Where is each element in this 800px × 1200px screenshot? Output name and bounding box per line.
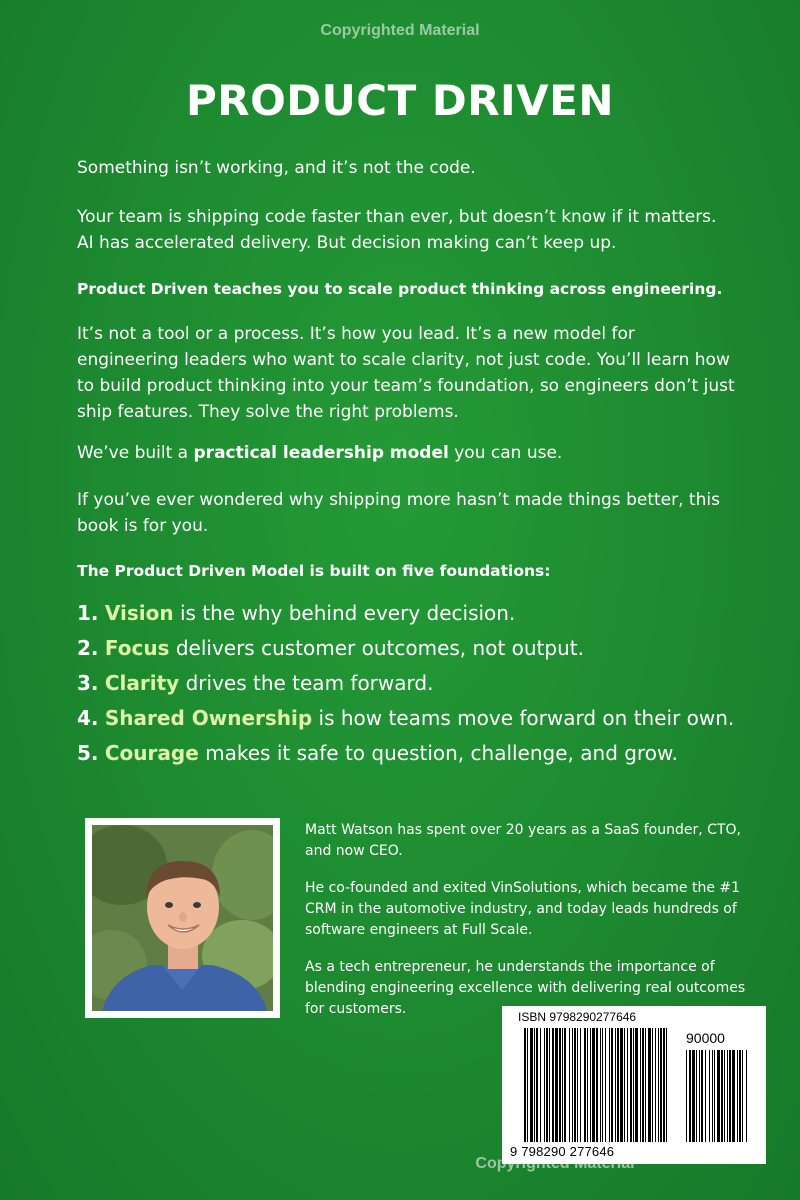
- barcode-bar: [633, 1028, 634, 1142]
- barcode-digits: 9 798290 277646: [510, 1144, 615, 1159]
- barcode-bar: [587, 1028, 588, 1142]
- book-title: PRODUCT DRIVEN: [185, 76, 615, 125]
- barcode-bar: [721, 1050, 723, 1142]
- barcode-bar: [658, 1028, 659, 1142]
- barcode-bar: [555, 1028, 558, 1142]
- foundation-number: 3.: [77, 671, 99, 695]
- barcode-bar: [620, 1028, 623, 1142]
- barcode-bar: [564, 1028, 566, 1142]
- barcode-bar: [572, 1028, 573, 1142]
- barcode-bar: [645, 1028, 646, 1142]
- barcode-bar: [600, 1028, 601, 1142]
- foundation-number: 2.: [77, 636, 99, 660]
- barcode-bar: [630, 1028, 632, 1142]
- barcode-bar: [596, 1028, 598, 1142]
- intro-bold-statement: Product Driven teaches you to scale product thinking across engineering.: [77, 280, 723, 298]
- foundation-item-vision: [77, 596, 777, 631]
- author-bio-2: He co-founded and exited VinSolutions, which became the #1 CRM in the automotive industry, and today leads hundreds of software engineers at Full Scale.: [305, 880, 741, 938]
- barcode-bars: [502, 1006, 766, 1164]
- barcode-bar: [655, 1028, 656, 1142]
- barcode-bar: [666, 1028, 667, 1142]
- barcode-bar: [617, 1028, 619, 1142]
- barcode-bar: [546, 1028, 548, 1142]
- barcode-bar: [737, 1050, 738, 1142]
- barcode-bar: [709, 1050, 710, 1142]
- barcode-bar: [584, 1028, 586, 1142]
- barcode-bar: [569, 1028, 570, 1142]
- foundation-description: is how teams move forward on their own.: [312, 706, 735, 730]
- barcode-bar: [732, 1050, 735, 1142]
- barcode-bar: [652, 1028, 653, 1142]
- isbn-label: ISBN 9798290277646: [518, 1010, 637, 1024]
- barcode-bar: [549, 1028, 550, 1142]
- barcode-bar: [615, 1028, 616, 1142]
- barcode-bar: [580, 1028, 581, 1142]
- barcode-bar: [660, 1028, 662, 1142]
- barcode-bar: [648, 1028, 651, 1142]
- foundation-description: is the why behind every decision.: [173, 601, 516, 625]
- barcode-bar: [746, 1050, 747, 1142]
- barcode-bar: [692, 1050, 695, 1142]
- barcode-bar: [534, 1028, 535, 1142]
- barcode-bar: [742, 1050, 743, 1142]
- foundation-keyword: Courage: [104, 741, 199, 765]
- barcode-bar: [602, 1028, 603, 1142]
- barcode-bar: [592, 1028, 595, 1142]
- barcode-bar: [663, 1028, 665, 1142]
- barcode-bar: [729, 1050, 731, 1142]
- foundation-keyword: Clarity: [104, 671, 180, 695]
- model-sentence-after: you can use.: [448, 443, 563, 463]
- author-photo-frame: [85, 818, 280, 1018]
- barcode-bar: [689, 1050, 691, 1142]
- barcode-bar: [686, 1050, 687, 1142]
- intro-paragraph-4: It’s not a tool or a process. It’s how you lead. It’s a new model for engineering leaders who want to scale clarity, not just code. You’ll learn how to build product thinking into your team’s foundation, so engineers don’t just ship features. They solve the right problems.: [77, 324, 735, 422]
- barcode-bar: [627, 1028, 628, 1142]
- foundation-description: delivers customer outcomes, not output.: [169, 636, 584, 660]
- barcode-bar: [559, 1028, 561, 1142]
- barcode-bar: [699, 1050, 700, 1142]
- foundation-keyword: Shared Ownership: [104, 706, 313, 730]
- barcode-bar: [739, 1050, 741, 1142]
- barcode-bar: [714, 1050, 715, 1142]
- foundations-heading: The Product Driven Model is built on five foundations:: [77, 562, 551, 580]
- watermark-bottom: Copyrighted Material: [475, 1155, 635, 1172]
- barcode-bar: [530, 1028, 533, 1142]
- foundation-number: 4.: [77, 706, 99, 730]
- barcode-bar: [717, 1050, 720, 1142]
- closing-paragraph: If you’ve ever wondered why shipping more hasn’t made things better, this book is for you.: [77, 490, 720, 536]
- barcode-bar: [577, 1028, 578, 1142]
- foundation-item-courage: [77, 736, 777, 771]
- price-code: 90000: [686, 1030, 725, 1046]
- barcode-bar: [635, 1028, 638, 1142]
- author-bio-1: Matt Watson has spent over 20 years as a SaaS founder, CTO, and now CEO.: [305, 822, 741, 859]
- watermark-top: Copyrighted Material: [320, 22, 480, 39]
- barcode-bar: [642, 1028, 644, 1142]
- barcode-bar: [705, 1050, 706, 1142]
- barcode-bar: [605, 1028, 606, 1142]
- barcode-bar: [590, 1028, 591, 1142]
- barcode-bar: [727, 1050, 728, 1142]
- barcode-bar: [609, 1028, 610, 1142]
- barcode-bar: [536, 1028, 538, 1142]
- barcode-bar: [701, 1050, 703, 1142]
- barcode-bar: [724, 1050, 725, 1142]
- foundation-number: 5.: [77, 741, 99, 765]
- barcode-bar: [527, 1028, 528, 1142]
- barcode-bar: [640, 1028, 641, 1142]
- foundation-keyword: Focus: [104, 636, 170, 660]
- model-sentence: [77, 440, 737, 466]
- foundation-description: drives the team forward.: [179, 671, 434, 695]
- author-photo: [92, 825, 273, 1011]
- barcode-bar: [552, 1028, 554, 1142]
- barcode-bar: [611, 1028, 613, 1142]
- foundation-keyword: Vision: [104, 601, 174, 625]
- barcode-bar: [712, 1050, 713, 1142]
- foundation-description: makes it safe to question, challenge, and grow.: [198, 741, 678, 765]
- barcode-bar: [574, 1028, 576, 1142]
- barcode-bar: [540, 1028, 541, 1142]
- barcode-bar: [696, 1050, 697, 1142]
- foundation-number: 1.: [77, 601, 99, 625]
- model-sentence-before: We’ve built a: [77, 443, 194, 463]
- author-portrait-illustration: [92, 825, 273, 1011]
- isbn-barcode: [502, 1006, 766, 1164]
- intro-paragraph-2: Your team is shipping code faster than ever, but doesn’t know if it matters. AI has accelerated delivery. But decision making can’t keep up.: [77, 207, 717, 253]
- model-sentence-bold: practical leadership model: [193, 443, 449, 463]
- foundation-item-clarity: [77, 666, 777, 701]
- foundation-item-shared-ownership: [77, 701, 777, 736]
- barcode-bar: [544, 1028, 545, 1142]
- barcode-bar: [624, 1028, 625, 1142]
- foundations-list: [77, 596, 777, 771]
- intro-line-1: Something isn’t working, and it’s not the code.: [77, 158, 476, 178]
- foundation-item-focus: [77, 631, 777, 666]
- author-bio-3: As a tech entrepreneur, he understands the importance of blending engineering excellence with delivering real outcomes for customers.: [305, 959, 746, 1017]
- barcode-bar: [562, 1028, 563, 1142]
- barcode-bar: [524, 1028, 526, 1142]
